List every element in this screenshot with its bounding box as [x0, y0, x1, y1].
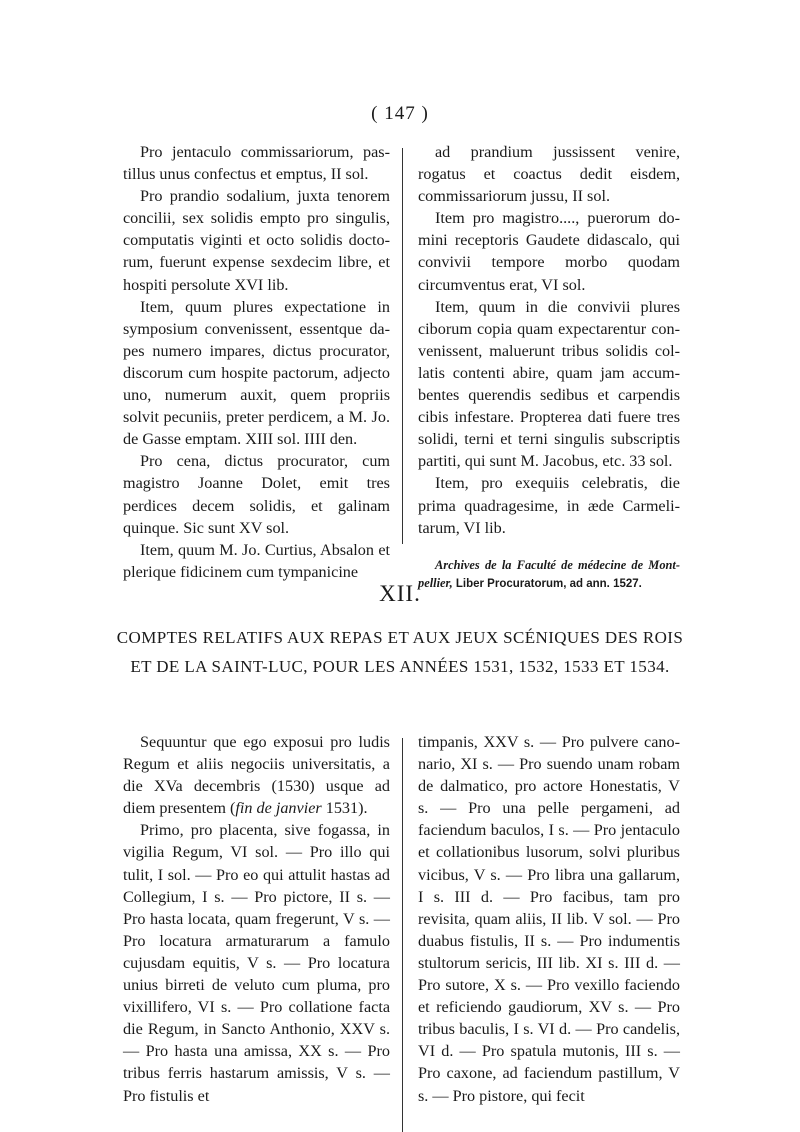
page-number: ( 147 ) — [371, 103, 429, 124]
paragraph: Item pro magistro...., puerorum domini receptoris Gaudete didascalo, qui convivii tempore morbo quodam circumventus erat, VI sol. — [418, 209, 680, 294]
italic-text: fin de janvier — [235, 799, 322, 818]
top-left-column — [123, 141, 390, 583]
paragraph: Pro prandio sodalium, juxta tenorem concilii, sex solidis empto pro singulis, computatis viginti et octo solidis doctorum, fuerunt expense sexdecim libre, et hospiti persolute XVI lib. — [123, 187, 390, 294]
column-divider — [402, 738, 403, 1132]
section-title-line-2: ET DE LA SAINT-LUC, POUR LES ANNÉES 1531, 1532, 1533 ET 1534. — [130, 657, 670, 676]
top-right-column — [418, 141, 680, 593]
bottom-right-column — [418, 731, 680, 1107]
paragraph: timpanis, XXV s. — Pro pulvere canonario, XI s. — Pro suendo unam robam de dalmatico, pro actore Honestatis, V s. — Pro una pelle pergameni, ad faciendum baculos, I s. — Pro jentaculo et collationibus lusorum, solvi pluribus vicibus, V s. — Pro libra una gallarum, I s. III d. — Pro facibus, tam pro revisita, quam aliis, II lib. V sol. — Pro duabus fistulis, II s. — Pro indumentis stultorum sericis, III lib. XI s. III d. — Pro sutore, X s. — Pro vexillo faciendo et reficiendo gaudiorum, XV s. — Pro tribus baculis, I s. VI d. — Pro candelis, VI d. — Pro spatula mutonis, III s. — Pro caxone, ad faciendum pastillum, V s. — Pro pistore, qui fecit — [418, 733, 680, 1105]
paragraph: Pro cena, dictus procurator, cum magistro Joanne Dolet, emit tres perdices decem solidis, et galinam quinque. Sic sunt XV sol. — [123, 452, 390, 537]
text-run: Sequuntur que ego exposui pro ludis Regum et aliis negociis universitatis, a die XVa decembris (1530) usque ad diem presentem ( — [123, 733, 390, 818]
paragraph — [123, 731, 390, 819]
paragraph: ad prandium jussissent venire, rogatus et coactus dedit eisdem, commissariorum jussu, II sol. — [418, 143, 680, 206]
paragraph: Item, quum plures expectatione in symposium convenissent, essentque dapes numero impares, dictus procurator, discorum cum hospite pactorum, adjecto uno, numerum auxit, quem propriis solvit pecuniis, preter perdicem, a M. Jo. de Gasse emptam. XIII sol. IIII den. — [123, 297, 390, 449]
column-divider — [402, 148, 403, 544]
text-run: 1531). — [321, 799, 368, 818]
archive-reference: Archives de la Faculté de médecine de Montpellier, — [418, 557, 680, 590]
paragraph: Pro jentaculo commissariorum, pastillus unus confectus et emptus, II sol. — [123, 143, 390, 184]
section-title-line-1: COMPTES RELATIFS AUX REPAS ET AUX JEUX SCÉNIQUES DES ROIS — [116, 628, 684, 647]
paragraph: Item, quum M. Jo. Curtius, Absalon et plerique fidicinem cum tympanicine — [123, 540, 390, 581]
section-number: XII. — [379, 581, 421, 606]
paragraph: Primo, pro placenta, sive fogassa, in vigilia Regum, VI sol. — Pro illo qui tulit, I sol. — Pro eo qui attulit hastas ad Collegium, I s. — Pro pictore, II s. — Pro hasta locata, quam fregerunt, V s. — Pro locatura armaturarum a famulo cujusdam equitis, V s. — Pro locatura unius birreti de veluto cum pluma, pro vixillifero, VI s. — Pro collatione facta die Regum, in Sancto Anthonio, XXV s. — Pro hasta una amissa, XX s. — Pro tribus ferris hastarum amissis, V s. — Pro fistulis et — [123, 821, 390, 1105]
paragraph: Item, pro exequiis celebratis, die prima quadragesime, in æde Carmelitarum, VI lib. — [418, 474, 680, 537]
bottom-left-column — [123, 731, 390, 1107]
archive-detail: Liber Procuratorum, ad ann. 1527. — [455, 577, 642, 590]
paragraph: Item, quum in die convivii plures ciborum copia quam expectarentur convenissent, maluerunt tribus solidis collatis contenti abire, quam jam accumbentes querendis sedibus et carpendis cibis infestare. Propterea dati fuere tres solidi, terni et terni singulis subscriptis partiti, qui sunt M. Jacobus, etc. 33 sol. — [418, 297, 680, 471]
